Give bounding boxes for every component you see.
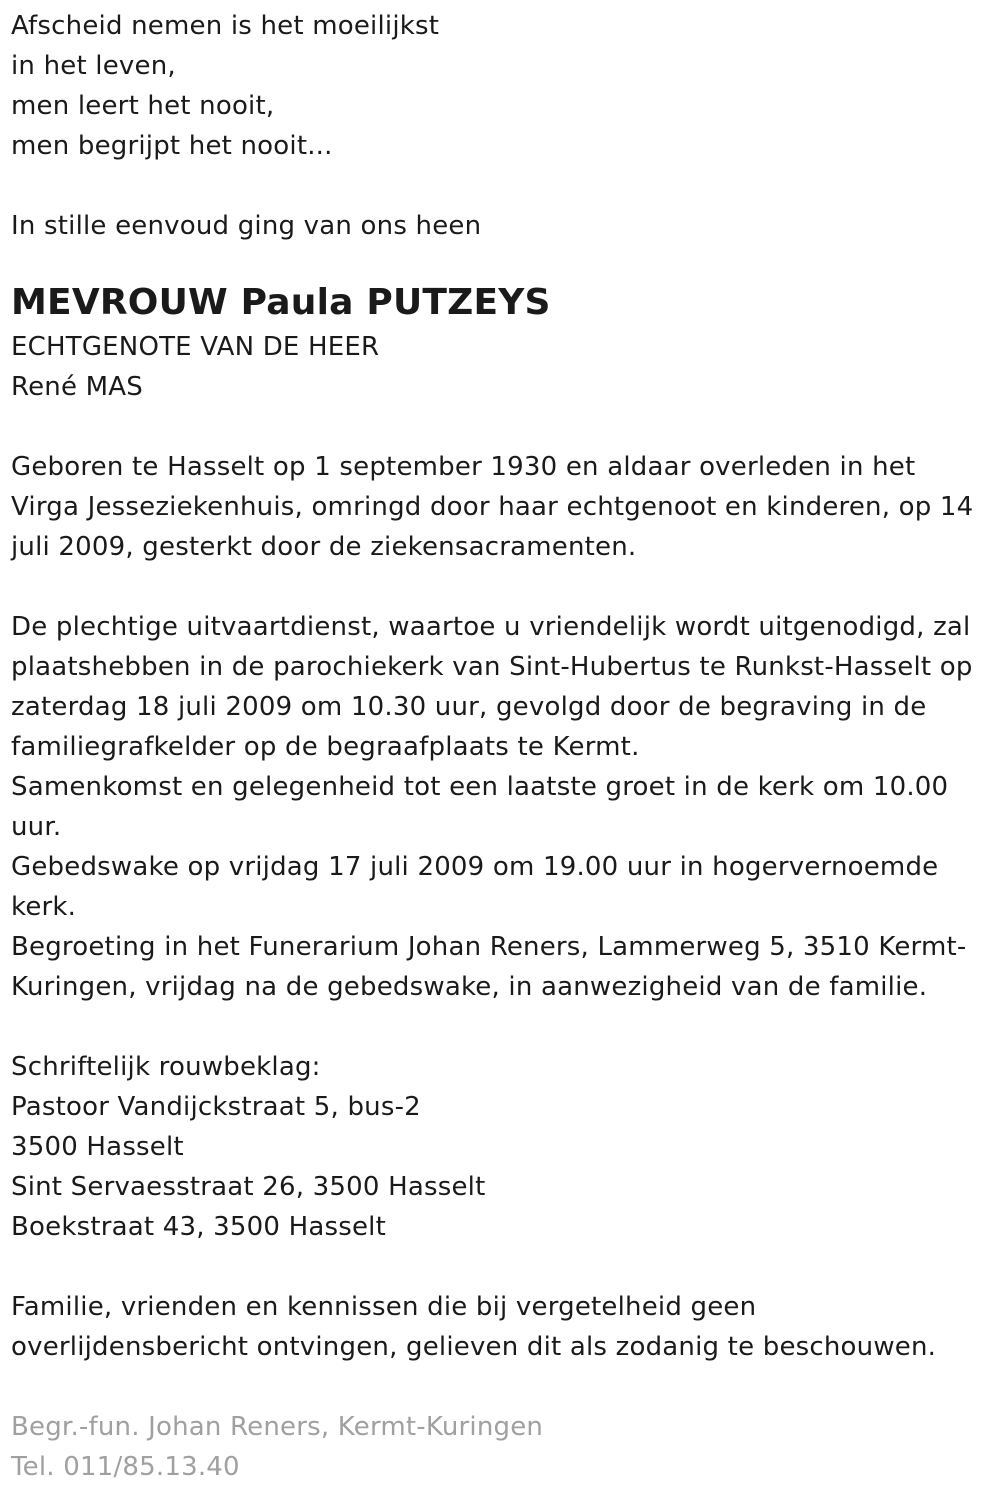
- address-line: Pastoor Vandijckstraat 5, bus-2: [11, 1092, 421, 1122]
- spouse-name: René MAS: [11, 372, 143, 402]
- poem-line: in het leven,: [11, 51, 176, 81]
- condolence-heading: Schriftelijk rouwbeklag:: [11, 1052, 321, 1082]
- paragraph-line: Gebedswake op vrijdag 17 juli 2009 om 19.00 uur in hogervernoemde: [11, 852, 939, 882]
- birth-death-paragraph: [11, 447, 991, 567]
- poem-line: men leert het nooit,: [11, 91, 275, 121]
- address-line: Boekstraat 43, 3500 Hasselt: [11, 1212, 386, 1242]
- deceased-name: MEVROUW Paula PUTZEYS: [11, 282, 551, 323]
- paragraph-line: De plechtige uitvaartdienst, waartoe u vriendelijk wordt uitgenodigd, zal: [11, 612, 971, 642]
- spouse-title: ECHTGENOTE VAN DE HEER: [11, 332, 380, 362]
- paragraph-line: Kuringen, vrijdag na de gebedswake, in aanwezigheid van de familie.: [11, 972, 928, 1002]
- spacer: [11, 1367, 991, 1407]
- poem-line: men begrijpt het nooit...: [11, 131, 333, 161]
- paragraph-line: zaterdag 18 juli 2009 om 10.30 uur, gevolgd door de begraving in de: [11, 692, 927, 722]
- address-line: 3500 Hasselt: [11, 1132, 184, 1162]
- undertaker-phone: Tel. 011/85.13.40: [11, 1452, 240, 1482]
- notice-paragraph: [11, 1287, 991, 1367]
- spacer: [11, 567, 991, 607]
- address-line: Sint Servaesstraat 26, 3500 Hasselt: [11, 1172, 486, 1202]
- paragraph-line: uur.: [11, 812, 62, 842]
- paragraph-line: Virga Jesseziekenhuis, omringd door haar echtgenoot en kinderen, op 14: [11, 492, 974, 522]
- paragraph-line: overlijdensbericht ontvingen, gelieven dit als zodanig te beschouwen.: [11, 1332, 937, 1362]
- spacer: [11, 1247, 991, 1287]
- paragraph-line: Begroeting in het Funerarium Johan Reners, Lammerweg 5, 3510 Kermt-: [11, 932, 967, 962]
- undertaker-footer: [11, 1407, 991, 1487]
- paragraph-line: kerk.: [11, 892, 77, 922]
- spacer: [11, 407, 991, 447]
- paragraph-line: Samenkomst en gelegenheid tot een laatste groet in de kerk om 10.00: [11, 772, 949, 802]
- paragraph-line: Geboren te Hasselt op 1 september 1930 en aldaar overleden in het: [11, 452, 916, 482]
- paragraph-line: familiegrafkelder op de begraafplaats te Kermt.: [11, 732, 640, 762]
- paragraph-line: Familie, vrienden en kennissen die bij vergetelheid geen: [11, 1292, 757, 1322]
- spacer: [11, 1007, 991, 1047]
- ceremony-paragraph: [11, 607, 991, 1007]
- spacer: [11, 166, 991, 206]
- paragraph-line: plaatshebben in de parochiekerk van Sint-Hubertus te Runkst-Hasselt op: [11, 652, 973, 682]
- intro-text: In stille eenvoud ging van ons heen: [11, 211, 482, 241]
- obituary-notice: [11, 6, 991, 1487]
- paragraph-line: juli 2009, gesterkt door de ziekensacramenten.: [11, 532, 637, 562]
- undertaker-name: Begr.-fun. Johan Reners, Kermt-Kuringen: [11, 1412, 544, 1442]
- poem-line: Afscheid nemen is het moeilijkst: [11, 11, 440, 41]
- condolence-addresses: [11, 1047, 991, 1247]
- poem: [11, 6, 991, 166]
